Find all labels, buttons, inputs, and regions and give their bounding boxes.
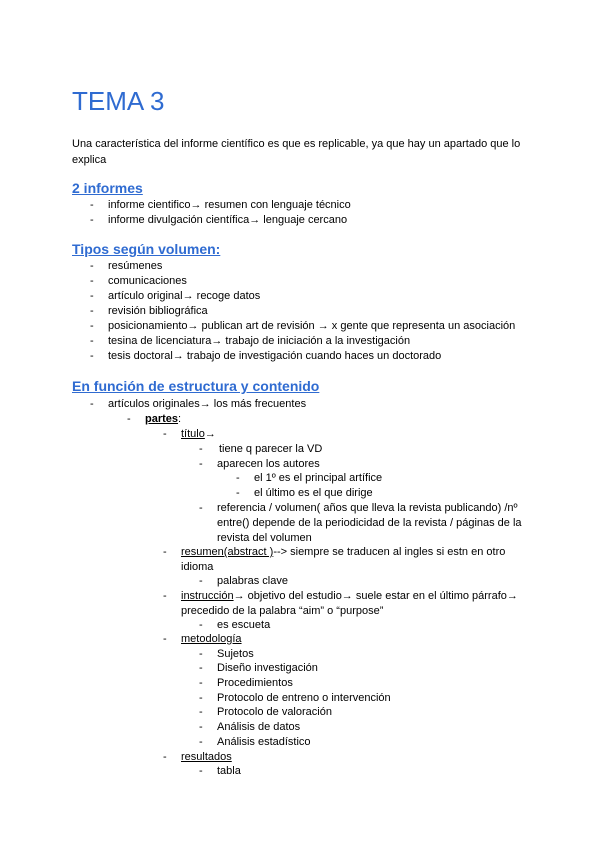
bullet-dash: - [163, 428, 167, 440]
list-item: revisión bibliográfica [108, 305, 208, 317]
partes-colon: : [178, 413, 182, 425]
list-item: el 1º es el principal artífice [254, 472, 383, 484]
bullet-dash: - [90, 320, 94, 332]
resumen-text: --> siempre se traducen al ingles si estn en otro idioma [181, 546, 506, 573]
list-item-resultados: resultados [181, 751, 232, 763]
bullet-dash: - [199, 575, 203, 587]
list-item: informe cientifico→ resumen con lenguaje técnico [108, 199, 351, 211]
list-item: tesina de licenciatura→ trabajo de iniciación a la investigación [108, 335, 411, 347]
list-item-instruccion [181, 589, 526, 619]
list-item: tabla [217, 765, 241, 777]
bullet-dash: - [90, 350, 94, 362]
bullet-dash: - [90, 214, 94, 226]
bullet-dash: - [199, 765, 203, 777]
list-item-titulo [181, 427, 216, 441]
list-item: Diseño investigación [217, 662, 318, 674]
list-item: posicionamiento→ publican art de revisión → x gente que representa un asociación [108, 320, 516, 332]
bullet-dash: - [236, 487, 240, 499]
list-item: comunicaciones [108, 275, 187, 287]
resumen-label: resumen(abstract ) [181, 546, 274, 558]
list-item: resúmenes [108, 260, 163, 272]
list-item: Análisis de datos [217, 721, 301, 733]
list-item: Procedimientos [217, 677, 293, 689]
bullet-dash: - [90, 335, 94, 347]
bullet-dash: - [90, 305, 94, 317]
titulo-arrow: → [204, 428, 216, 440]
bullet-dash: - [163, 546, 167, 558]
bullet-dash: - [127, 413, 131, 425]
instruccion-label: instrucción [181, 590, 234, 602]
partes-label: partes [145, 413, 179, 425]
heading-tipos: Tipos según volumen: [72, 241, 221, 257]
bullet-dash: - [90, 275, 94, 287]
bullet-dash: - [90, 199, 94, 211]
list-item: informe divulgación científica→ lenguaje cercano [108, 214, 348, 226]
list-item-resumen [181, 545, 521, 575]
list-item-partes [145, 412, 181, 426]
titulo-label: título [181, 428, 205, 440]
bullet-dash: - [90, 260, 94, 272]
list-item: es escueta [217, 619, 271, 631]
list-item: palabras clave [217, 575, 288, 587]
list-item: Protocolo de valoración [217, 706, 332, 718]
list-item: aparecen los autores [217, 458, 320, 470]
bullet-dash: - [199, 648, 203, 660]
bullet-dash: - [199, 736, 203, 748]
bullet-dash: - [199, 502, 203, 514]
bullet-dash: - [199, 721, 203, 733]
instruccion-text: → objetivo del estudio→ suele estar en el último párrafo→ precedido de la palabra “aim” o “purpose” [181, 590, 518, 617]
bullet-dash: - [163, 633, 167, 645]
bullet-dash: - [199, 677, 203, 689]
bullet-dash: - [199, 692, 203, 704]
list-item: Sujetos [217, 648, 254, 660]
list-item: tiene q parecer la VD [219, 443, 323, 455]
list-item: tesis doctoral→ trabajo de investigación cuando haces un doctorado [108, 350, 442, 362]
heading-estructura: En función de estructura y contenido [72, 378, 320, 394]
bullet-dash: - [199, 619, 203, 631]
bullet-dash: - [163, 590, 167, 602]
bullet-dash: - [199, 662, 203, 674]
list-item-articulos: artículos originales→ los más frecuentes [108, 398, 307, 410]
list-item: Análisis estadístico [217, 736, 311, 748]
list-item-metodologia: metodología [181, 633, 242, 645]
list-item: artículo original→ recoge datos [108, 290, 261, 302]
page-title: TEMA 3 [72, 86, 165, 116]
bullet-dash: - [199, 458, 203, 470]
bullet-dash: - [199, 706, 203, 718]
list-item: el último es el que dirige [254, 487, 373, 499]
heading-informes: 2 informes [72, 180, 143, 196]
intro-paragraph: Una característica del informe científico es que es replicable, ya que hay un apartado que lo explica [72, 138, 521, 166]
list-item-referencia: referencia / volumen( años que lleva la revista publicando) /nº entre() depende de la periodicidad de la revista / páginas de la revista del volumen [217, 502, 522, 544]
bullet-dash: - [199, 443, 203, 455]
bullet-dash: - [163, 751, 167, 763]
bullet-dash: - [90, 398, 94, 410]
list-item: Protocolo de entreno o intervención [217, 692, 391, 704]
bullet-dash: - [90, 290, 94, 302]
bullet-dash: - [236, 472, 240, 484]
